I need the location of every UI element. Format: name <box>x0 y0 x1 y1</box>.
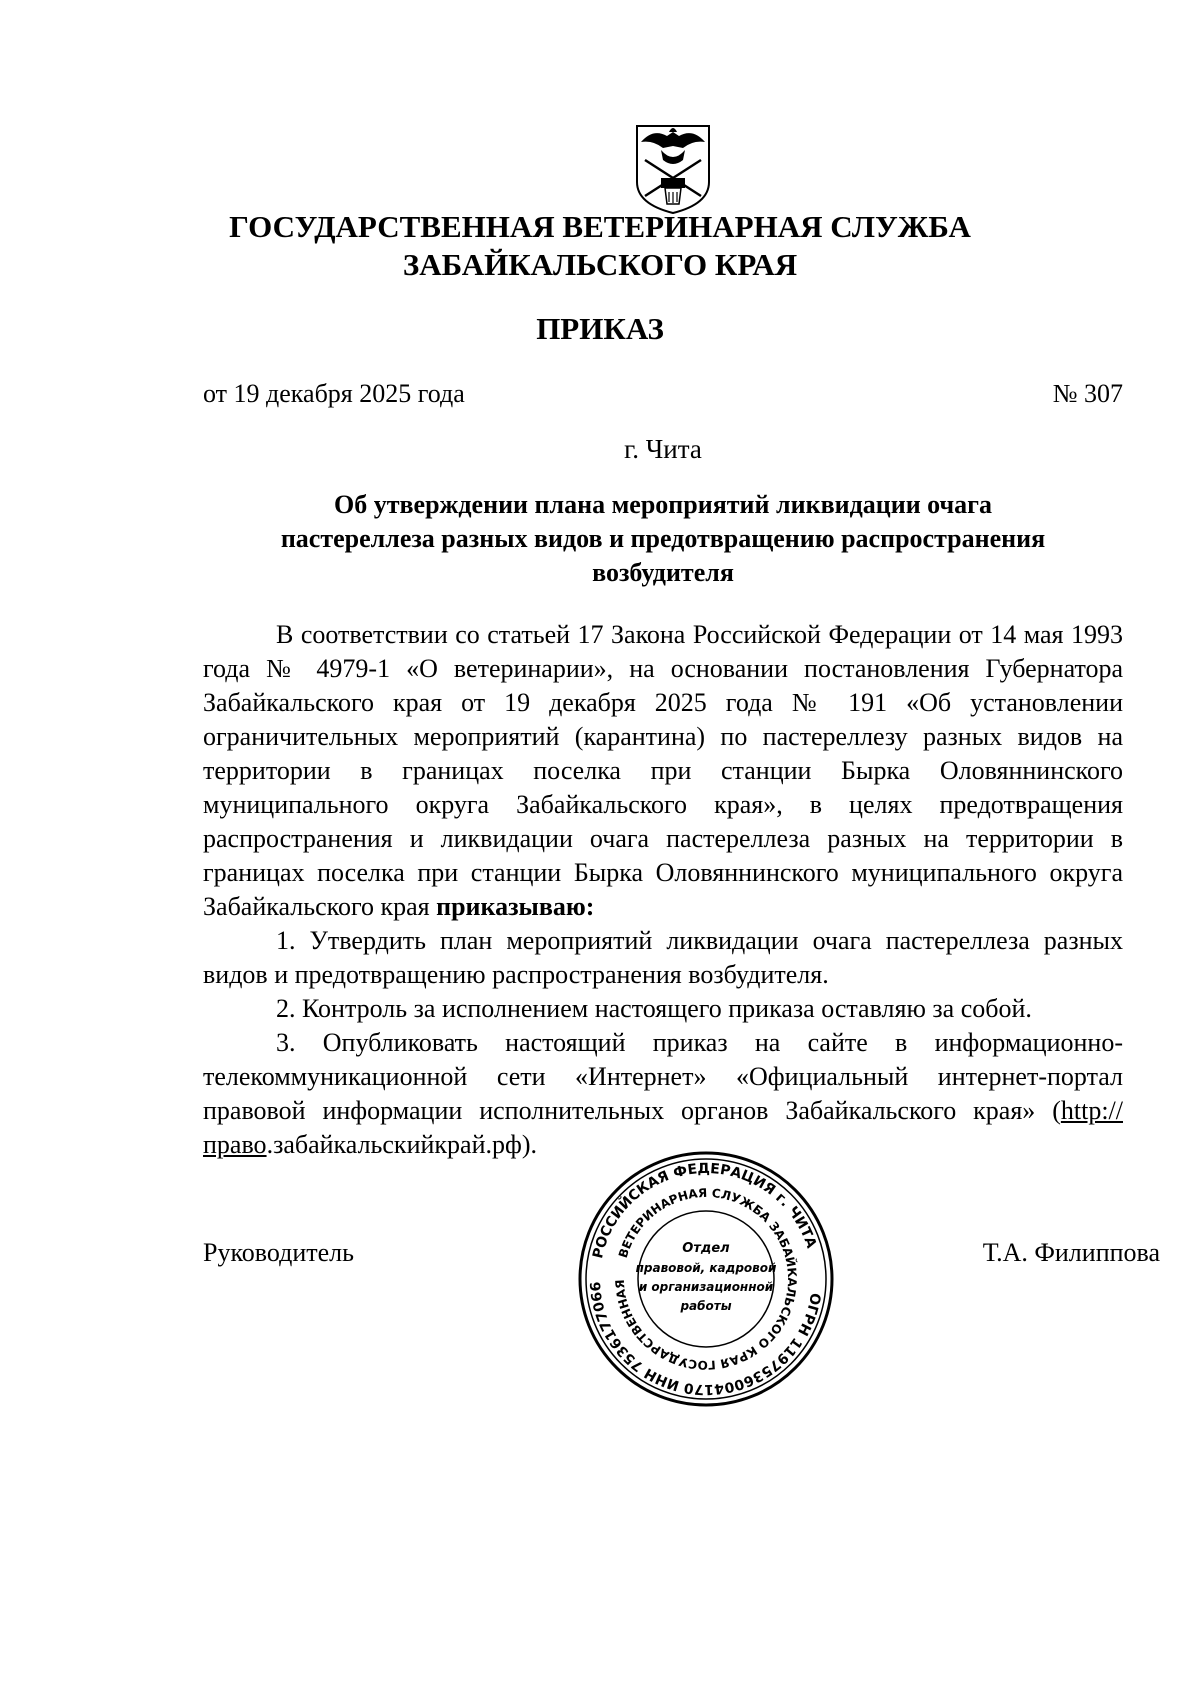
document-number: № 307 <box>1052 379 1123 408</box>
signatory-name: Т.А. Филиппова <box>982 1238 1160 1267</box>
organization-name <box>160 208 1040 284</box>
stamp-center-line4: работы <box>680 1299 732 1313</box>
stamp-middle-text: ВЕТЕРИНАРНАЯ СЛУЖБА ЗАБАЙКАЛЬСКОГО КРАЯ ГОСУДАРСТВЕННАЯ <box>612 1185 800 1373</box>
document-city: г. Чита <box>624 434 702 464</box>
stamp-bottom-text: ОГРН 1197536004170 ИНН 7536177066 <box>587 1281 824 1398</box>
stamp-center-line2: правовой, кадровой <box>635 1261 777 1275</box>
document-subject <box>203 488 1123 590</box>
stamp-center-line1: Отдел <box>682 1241 730 1256</box>
stamp-outer-text: РОССИЙСКАЯ ФЕДЕРАЦИЯ г. ЧИТА <box>590 1160 820 1261</box>
order-word: приказываю: <box>436 892 595 921</box>
subject-line2: пастереллеза разных видов и предотвращению распространения <box>280 524 1046 553</box>
subject-line1: Об утверждении плана мероприятий ликвидации очага <box>334 490 992 519</box>
organization-name-line2: ЗАБАЙКАЛЬСКОГО КРАЯ <box>402 247 798 282</box>
document-type: ПРИКАЗ <box>536 311 664 346</box>
order-item-3-tail: .забайкальскийкрай.рф). <box>266 1130 537 1159</box>
document-body <box>203 618 1123 1162</box>
organization-name-line1: ГОСУДАРСТВЕННАЯ ВЕТЕРИНАРНАЯ СЛУЖБА <box>229 209 971 244</box>
order-item-3 <box>203 1026 1123 1162</box>
order-item-2: 2. Контроль за исполнением настоящего приказа оставляю за собой. <box>276 994 1032 1023</box>
portal-link[interactable]: http://право <box>203 1096 1123 1159</box>
subject-line3: возбудителя <box>592 558 734 587</box>
official-stamp <box>575 1148 837 1410</box>
preamble-text: В соответствии со статьей 17 Закона Российской Федерации от 14 мая 1993 года № 4979-1 «О ветеринарии», на основании постановления Губернатора Забайкальского края от 19 декабря 2025 года № 191 «Об установлении ограничительных мероприятий (карантина) по пастереллезу разных видов на территории в границах поселка при станции Бырка Оловяннинского муниципального округа Забайкальского края», в целях предотвращения распространения и ликвидации очага пастереллеза разных на территории в границах поселка при станции Бырка Оловяннинского муниципального округа Забайкальского края <box>203 620 1123 921</box>
order-item-1: 1. Утвердить план мероприятий ликвидации очага пастереллеза разных видов и предотвращению распространения возбудителя. <box>203 926 1123 989</box>
signatory-position: Руководитель <box>203 1238 354 1267</box>
order-item-3-text: 3. Опубликовать настоящий приказ на сайте в информационно-телекоммуникационной сети «Интернет» «Официальный интернет-портал правовой информации исполнительных органов Забайкальского края» ( <box>203 1028 1123 1125</box>
stamp-center-line3: и организационной <box>638 1280 774 1294</box>
svg-text:ВЕТЕРИНАРНАЯ СЛУЖБА ЗАБАЙКАЛЬС <box>613 1186 799 1372</box>
preamble-paragraph <box>203 618 1123 924</box>
document-date: от 19 декабря 2025 года <box>203 379 465 408</box>
coat-of-arms-icon <box>633 120 713 215</box>
date-line <box>203 378 1123 410</box>
